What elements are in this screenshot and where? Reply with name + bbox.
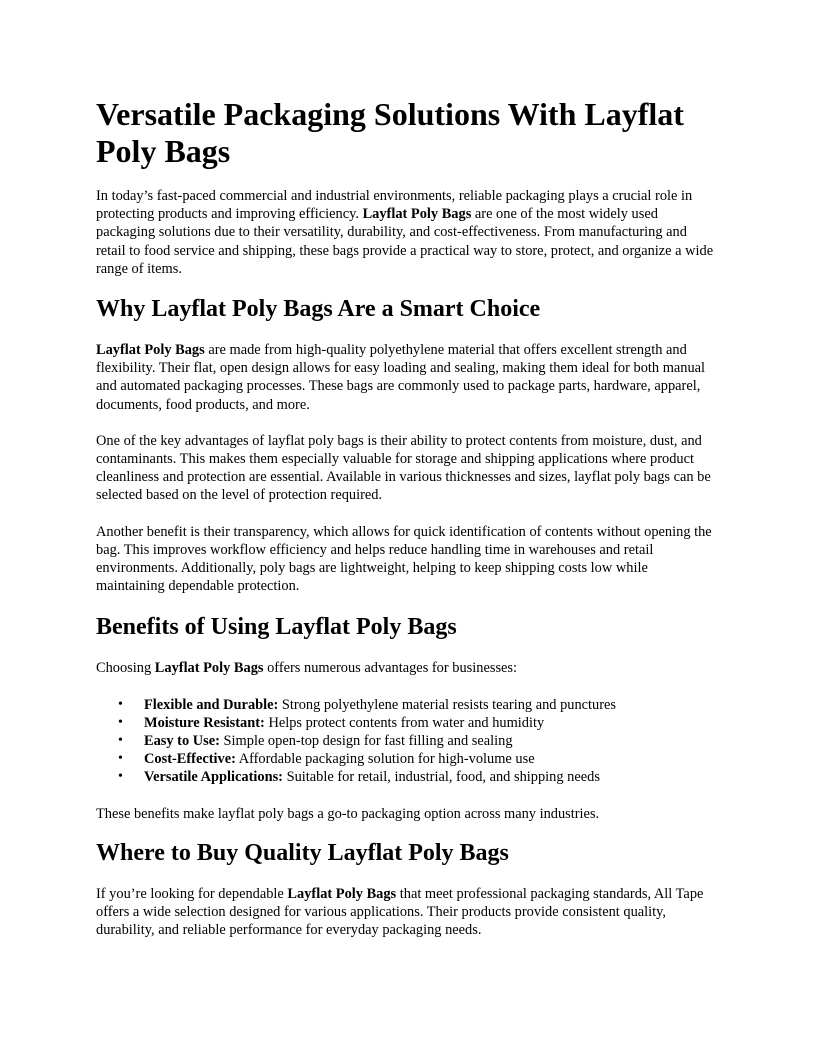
list-item [96, 732, 720, 750]
benefit-text: Simple open-top design for fast filling and sealing [219, 733, 513, 750]
benefits-list [96, 696, 720, 787]
smart-choice-paragraph-1 [96, 341, 720, 414]
benefit-text: Helps protect contents from water and humidity [264, 714, 545, 731]
benefit-label: Versatile Applications: [144, 769, 283, 786]
benefits-bold-term: Layflat Poly Bags [154, 660, 264, 677]
benefit-text: Affordable packaging solution for high-volume use [235, 751, 535, 768]
benefit-label: Cost-Effective: [144, 751, 236, 768]
list-item [96, 696, 720, 714]
benefit-label: Flexible and Durable: [144, 696, 279, 713]
smart-choice-paragraph-2: One of the key advantages of layflat poly bags is their ability to protect contents from moisture, dust, and contaminants. This makes them especially valuable for storage and shipping applications where product cleanliness and protection are essential. Available in various thicknesses and sizes, layflat poly bags can be selected based on the level of protection required. [96, 432, 711, 504]
benefits-intro-text-1: Choosing [96, 660, 155, 677]
benefit-label: Easy to Use: [144, 733, 220, 750]
benefits-intro-paragraph [96, 659, 720, 677]
smart-choice-paragraph-3: Another benefit is their transparency, which allows for quick identification of contents without opening the bag. This improves workflow efficiency and helps reduce handling time in warehouses and retail environments. Additionally, poly bags are lightweight, helping to keep shipping costs low while maintaining dependable protection. [96, 523, 712, 595]
bullet-icon: • [118, 751, 123, 767]
section-heading-where-to-buy: Where to Buy Quality Layflat Poly Bags [96, 839, 509, 866]
where-to-buy-text-1: If you’re looking for dependable [96, 885, 288, 902]
bullet-icon: • [118, 714, 123, 730]
intro-paragraph [96, 187, 720, 278]
benefit-text: Strong polyethylene material resists tearing and punctures [278, 696, 617, 713]
section-heading-benefits: Benefits of Using Layflat Poly Bags [96, 614, 457, 641]
intro-text-2: are one of the most widely used packaging solutions due to their versatility, durability, and cost-effectiveness. From manufacturing and retail to food service and shipping, these bags provide a practical way to store, protect, and organize a wide range of items. [96, 206, 714, 277]
bullet-icon: • [118, 769, 123, 785]
where-to-buy-text-2: that meet professional packaging standards, All Tape offers a wide selection designed for various applications. Their products provide consistent quality, durability, and reliable performance for everyday packaging needs. [96, 885, 704, 939]
section-heading-smart-choice: Why Layflat Poly Bags Are a Smart Choice [96, 296, 541, 323]
list-item [96, 768, 720, 786]
intro-text-1: In today’s fast-paced commercial and industrial environments, reliable packaging plays a crucial role in protecting products and improving efficiency. [96, 188, 693, 223]
benefit-text: Suitable for retail, industrial, food, and shipping needs [282, 769, 600, 786]
list-item [96, 750, 720, 768]
document-page [96, 96, 720, 957]
benefits-intro-text-2: offers numerous advantages for businesses: [263, 660, 518, 677]
bullet-icon: • [118, 696, 123, 712]
page-title: Versatile Packaging Solutions With Layflat Poly Bags [96, 96, 684, 169]
bullet-icon: • [118, 733, 123, 749]
benefit-label: Moisture Resistant: [144, 714, 265, 731]
benefits-closing-paragraph: These benefits make layflat poly bags a go-to packaging option across many industries. [96, 805, 600, 822]
list-item [96, 714, 720, 732]
smart-choice-text-1: are made from high-quality polyethylene material that offers excellent strength and flexibility. Their flat, open design allows for easy loading and sealing, making them ideal for both manual and automated packaging processes. These bags are commonly used to package parts, hardware, apparel, documents, food products, and more. [96, 342, 706, 413]
intro-bold-term: Layflat Poly Bags [362, 206, 472, 223]
where-to-buy-bold-term: Layflat Poly Bags [287, 885, 397, 902]
where-to-buy-paragraph [96, 885, 720, 940]
smart-choice-bold-term: Layflat Poly Bags [96, 342, 205, 359]
